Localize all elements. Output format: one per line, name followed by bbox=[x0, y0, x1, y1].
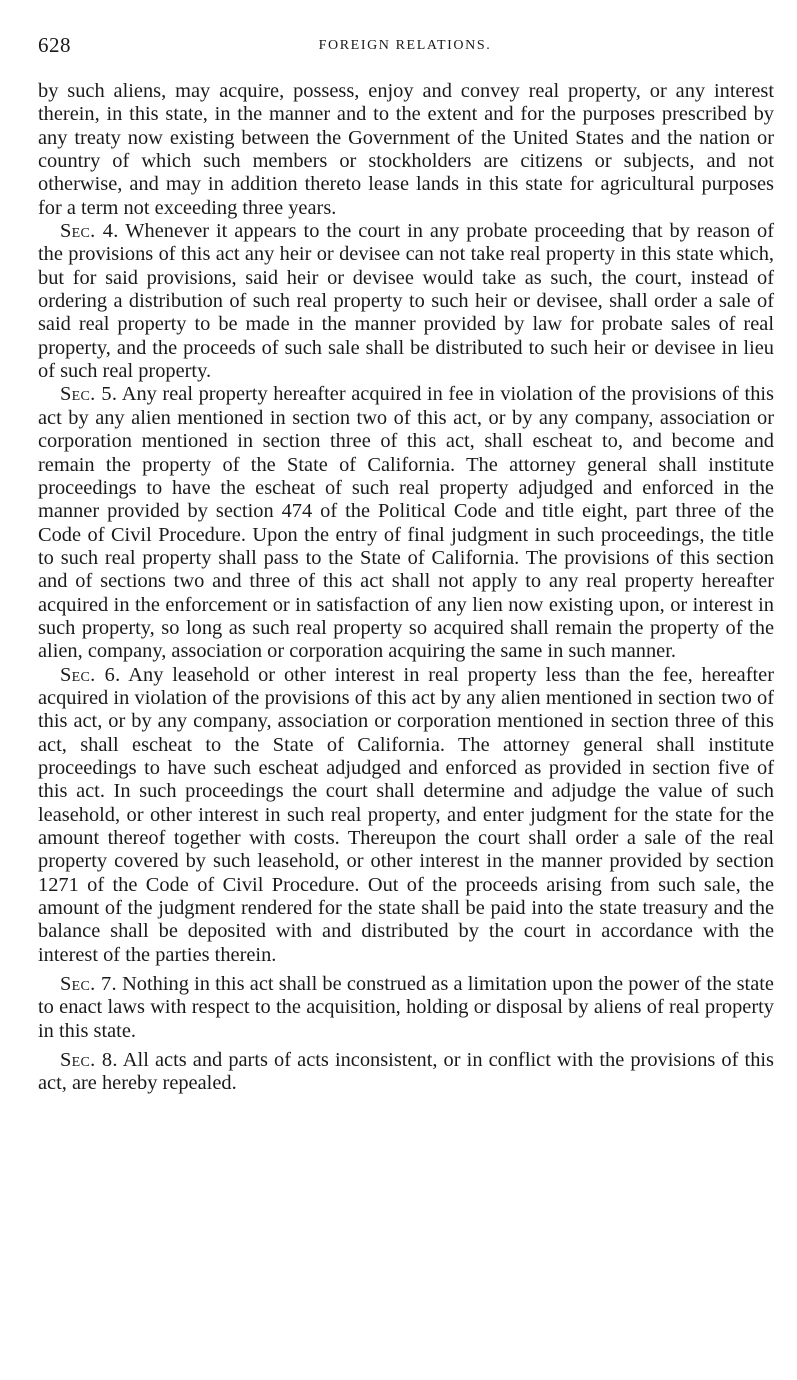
paragraph-text: Any leasehold or other interest in real property less than the fee, hereafter acquired in violation of the provisions of this act by any alien mentioned in section two of this act, or by any company, association or corporation mentioned in section three of this act, shall escheat to the State of California. The attorney general shall institute proceedings to have such escheat adjudged and enforced as provided in section five of this act. In such proceedings the court shall determine and adjudge the value of such leasehold, or other interest in such real property, and enter judgment for the state for the amount thereof together with costs. Thereupon the court shall order a sale of the real property covered by such leasehold, or other interest in the manner provided by section 1271 of the Code of Civil Procedure. Out of the proceeds arising from such sale, the amount of the judgment rendered for the state shall be paid into the state treasury and the balance shall be deposited with and distributed by the court in accordance with the interest of the parties therein. bbox=[38, 663, 774, 966]
section-label: Sec. 6. bbox=[60, 663, 121, 686]
page-number: 628 bbox=[38, 33, 71, 57]
running-head: FOREIGN RELATIONS. bbox=[318, 38, 492, 53]
paragraph-section-8 bbox=[38, 1049, 774, 1096]
section-label: Sec. 5. bbox=[60, 383, 118, 406]
section-label: Sec. 8. bbox=[60, 1049, 118, 1072]
paragraph-text: Nothing in this act shall be construed as a limitation upon the power of the state to enact laws with respect to the acquisition, holding or disposal by aliens of real property in this state. bbox=[38, 973, 774, 1042]
paragraph-text: Whenever it appears to the court in any probate proceeding that by reason of the provisions of this act any heir or devisee can not take real property in this state which, but for said provisions, said heir or devisee would take as such, the court, instead of ordering a distribution of such real property to such heir or devisee, shall order a sale of said real property to be made in the manner provided by law for probate sales of real property, and the proceeds of such sale shall be distributed to such heir or devisee in lieu of such real property. bbox=[38, 220, 774, 383]
paragraph-section-6 bbox=[38, 664, 774, 967]
paragraph-text: All acts and parts of acts inconsistent, or in conflict with the provisions of this act, are hereby repealed. bbox=[38, 1049, 774, 1095]
paragraph-text: Any real property hereafter acquired in fee in violation of the provisions of this act by any alien mentioned in section two of this act, or by any company, association or corporation mentioned in section three of this act, shall escheat to, and become and remain the property of the State of California. The attorney general shall institute proceedings to have the escheat of such real property adjudged and enforced in the manner provided by section 474 of the Political Code and title eight, part three of the Code of Civil Procedure. Upon the entry of final judgment in such proceedings, the title to such real property shall pass to the State of California. The provisions of this section and of sections two and three of this act shall not apply to any real property hereafter acquired in the enforcement or in satisfaction of any lien now existing upon, or interest in such property, so long as such real property so acquired shall remain the property of the alien, company, association or corporation acquiring the same in such manner. bbox=[38, 383, 774, 663]
paragraph-section-7 bbox=[38, 973, 774, 1043]
section-label: Sec. 7. bbox=[60, 973, 117, 996]
paragraph-section-4 bbox=[38, 220, 774, 383]
paragraph-text: by such aliens, may acquire, possess, enjoy and convey real property, or any interest therein, in this state, in the manner and to the extent and for the purposes prescribed by any treaty now existing between the Government of the United States and the nation or country of which such members or stockholders are citizens or subjects, and not otherwise, and may in addition thereto lease lands in this state for agricultural purposes for a term not exceeding three years. bbox=[38, 80, 774, 219]
body-text bbox=[38, 80, 774, 1096]
page-header bbox=[38, 32, 772, 62]
paragraph-section-5 bbox=[38, 383, 774, 663]
section-label: Sec. 4. bbox=[60, 220, 119, 243]
paragraph-continuation bbox=[38, 80, 774, 220]
